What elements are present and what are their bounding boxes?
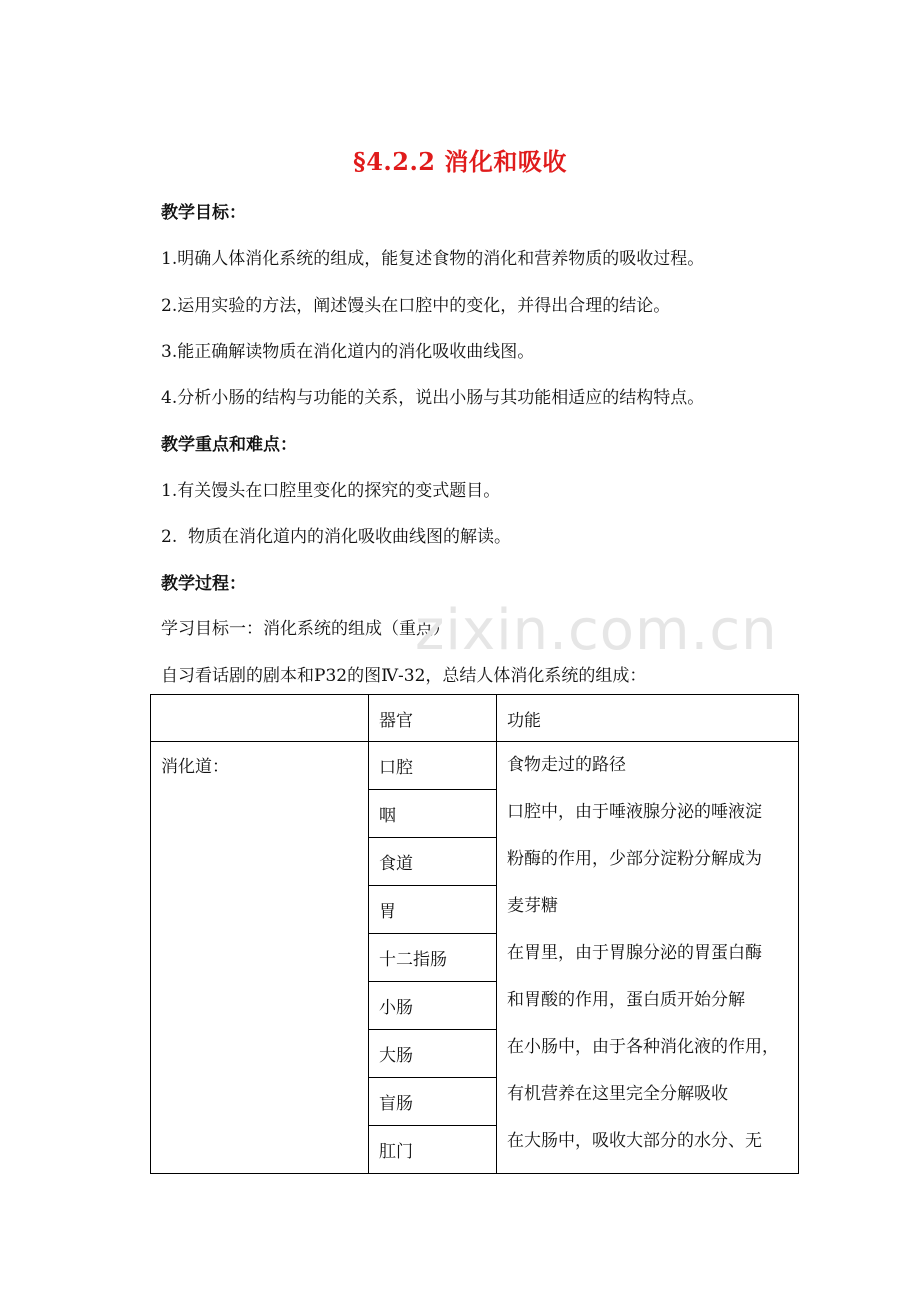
function-cell: [497, 742, 799, 1174]
goal-item-2: 2.运用实验的方法，阐述馒头在口腔中的变化，并得出合理的结论。: [161, 296, 671, 316]
goal-item-1: 1.明确人体消化系统的组成，能复述食物的消化和营养物质的吸收过程。: [161, 249, 705, 269]
goal-item-4: 4.分析小肠的结构与功能的关系，说出小肠与其功能相适应的结构特点。: [161, 388, 705, 408]
header-cell-function: 功能: [497, 695, 799, 742]
function-line: 粉酶的作用，少部分淀粉分解成为: [507, 849, 762, 869]
function-line: 口腔中，由于唾液腺分泌的唾液淀: [507, 802, 762, 822]
key-point-item-2: 2. 物质在消化道内的消化吸收曲线图的解读。: [161, 527, 512, 547]
learning-goal-1: 学习目标一：消化系统的组成（重点）: [161, 619, 450, 639]
header-cell-empty: [151, 695, 369, 742]
teaching-process-heading: 教学过程：: [161, 574, 246, 594]
page-title: §4.2.2 消化和吸收: [353, 147, 567, 176]
instruction-text: 自习看话剧的剧本和P32的图Ⅳ-32，总结人体消化系统的组成：: [161, 666, 647, 686]
table-header-row: [151, 695, 799, 742]
organ-cell: 胃: [369, 886, 497, 934]
goal-item-3: 3.能正确解读物质在消化道内的消化吸收曲线图。: [161, 342, 535, 362]
function-line: 在胃里，由于胃腺分泌的胃蛋白酶: [507, 943, 762, 963]
header-cell-organ: 器官: [369, 695, 497, 742]
function-line: 在大肠中，吸收大部分的水分、无: [507, 1131, 762, 1151]
organ-cell: 小肠: [369, 982, 497, 1030]
organ-cell: 咽: [369, 790, 497, 838]
teaching-goals-heading: 教学目标：: [161, 203, 246, 223]
group-label-cell: 消化道：: [151, 742, 369, 1174]
organ-cell: 食道: [369, 838, 497, 886]
watermark: zixin.com.cn: [415, 598, 778, 663]
function-line: 在小肠中，由于各种消化液的作用，: [507, 1037, 779, 1057]
organ-cell: 肛门: [369, 1126, 497, 1174]
organ-cell: 盲肠: [369, 1078, 497, 1126]
organ-cell: 十二指肠: [369, 934, 497, 982]
key-points-heading: 教学重点和难点：: [161, 435, 297, 455]
digestive-system-table: [150, 694, 799, 1174]
organ-cell: 口腔: [369, 742, 497, 790]
organ-cell: 大肠: [369, 1030, 497, 1078]
function-line: 和胃酸的作用，蛋白质开始分解: [507, 990, 745, 1010]
table-row: [151, 742, 799, 790]
function-line: 有机营养在这里完全分解吸收: [507, 1084, 728, 1104]
function-line: 食物走过的路径: [507, 755, 626, 775]
function-line: 麦芽糖: [507, 896, 558, 916]
key-point-item-1: 1.有关馒头在口腔里变化的探究的变式题目。: [161, 481, 501, 501]
